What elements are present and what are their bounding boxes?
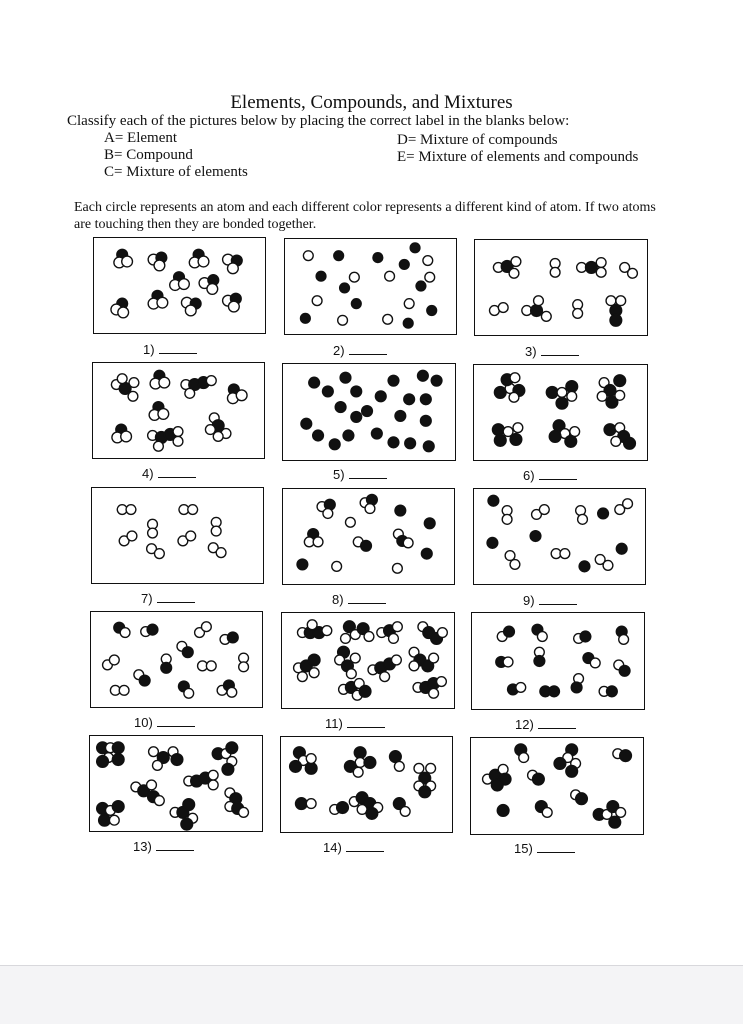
light-atom (365, 504, 375, 514)
light-atom (312, 296, 322, 306)
answer-blank[interactable] (349, 342, 387, 355)
dark-atom (222, 763, 234, 775)
light-atom (208, 770, 218, 780)
light-atom (578, 514, 588, 524)
answer-blank[interactable] (157, 590, 195, 603)
light-atom (119, 685, 129, 695)
dark-atom (403, 318, 413, 328)
dark-atom (183, 799, 195, 811)
dark-atom (351, 386, 362, 397)
light-atom (185, 388, 195, 398)
answer-blank[interactable] (156, 838, 194, 851)
dark-atom (566, 765, 578, 777)
instructions-text: Classify each of the pictures below by placing the correct label in the blanks below: (67, 113, 570, 129)
light-atom (425, 272, 435, 282)
answer-label: 8) (332, 591, 386, 607)
light-atom (154, 796, 164, 806)
light-atom (510, 560, 520, 570)
dark-atom (554, 758, 566, 770)
light-atom (205, 425, 215, 435)
dark-atom (301, 418, 312, 429)
dark-atom (388, 375, 399, 386)
answer-label: 12) (515, 716, 576, 732)
light-atom (550, 267, 560, 277)
light-atom (414, 763, 424, 773)
light-atom (313, 537, 323, 547)
light-atom (126, 505, 136, 515)
dark-atom (171, 754, 183, 766)
dark-atom (351, 299, 361, 309)
light-atom (510, 373, 520, 383)
dark-atom (565, 436, 577, 448)
answer-blank[interactable] (539, 592, 577, 605)
light-atom (345, 517, 355, 527)
light-atom (236, 390, 247, 401)
light-atom (154, 441, 164, 451)
light-atom (228, 301, 239, 312)
light-atom (179, 279, 190, 290)
light-atom (502, 514, 512, 524)
dark-atom (556, 397, 568, 409)
dark-atom (546, 387, 558, 399)
picture-2 (284, 238, 457, 335)
answer-label: 2) (333, 342, 387, 358)
light-atom (346, 669, 356, 679)
light-atom (117, 374, 127, 384)
dark-atom (308, 654, 320, 666)
light-atom (303, 251, 313, 261)
picture-6 (473, 364, 648, 461)
picture-15 (470, 737, 644, 835)
picture-9 (473, 488, 646, 585)
option-b: B= Compound (104, 147, 193, 163)
light-atom (573, 309, 583, 319)
light-atom (239, 662, 249, 672)
dark-atom (335, 402, 346, 413)
dark-atom (585, 262, 597, 274)
light-atom (389, 634, 399, 644)
light-atom (503, 657, 513, 667)
dark-atom (614, 375, 626, 387)
dark-atom (405, 438, 416, 449)
light-atom (159, 377, 170, 388)
light-atom (557, 388, 567, 398)
light-atom (213, 432, 223, 442)
light-atom (109, 655, 119, 665)
light-atom (596, 267, 606, 277)
option-d: D= Mixture of compounds (397, 132, 558, 148)
dark-atom (351, 412, 362, 423)
light-atom (173, 436, 183, 446)
light-atom (332, 561, 342, 571)
light-atom (392, 622, 402, 632)
light-atom (539, 505, 549, 515)
dark-atom (316, 271, 326, 281)
light-atom (152, 760, 162, 770)
dark-atom (497, 805, 509, 817)
answer-label: 7) (141, 590, 195, 606)
dark-atom (530, 531, 541, 542)
light-atom (437, 677, 447, 687)
dark-atom (431, 375, 442, 386)
picture-12 (471, 612, 645, 710)
light-atom (306, 799, 316, 809)
answer-blank[interactable] (158, 465, 196, 478)
dark-atom (181, 818, 193, 830)
light-atom (516, 683, 526, 693)
light-atom (394, 761, 404, 771)
dark-atom (488, 495, 499, 506)
light-atom (509, 268, 519, 278)
light-atom (154, 260, 165, 271)
dark-atom (99, 814, 111, 826)
answer-blank[interactable] (347, 715, 385, 728)
answer-label: 9) (523, 592, 577, 608)
dark-atom (616, 543, 627, 554)
dark-atom (576, 793, 588, 805)
light-atom (353, 767, 363, 777)
light-atom (590, 658, 600, 668)
light-atom (129, 378, 139, 388)
light-atom (206, 376, 216, 386)
dark-atom (309, 377, 320, 388)
dark-atom (112, 801, 124, 813)
light-atom (297, 672, 307, 682)
dark-atom (416, 281, 426, 291)
light-atom (338, 315, 348, 325)
light-atom (426, 763, 436, 773)
answer-label: 6) (523, 467, 577, 483)
light-atom (616, 808, 626, 818)
dark-atom (226, 742, 238, 754)
dark-atom (504, 626, 515, 637)
light-atom (121, 431, 132, 442)
dark-atom (487, 537, 498, 548)
light-atom (216, 548, 226, 558)
dark-atom (300, 313, 310, 323)
light-atom (158, 409, 169, 420)
dark-atom (609, 816, 621, 828)
light-atom (127, 531, 137, 541)
dark-atom (112, 754, 124, 766)
answer-blank[interactable] (157, 714, 195, 727)
light-atom (511, 257, 521, 267)
light-atom (198, 256, 209, 267)
light-atom (519, 753, 529, 763)
dark-atom (534, 656, 545, 667)
dark-atom (305, 762, 317, 774)
light-atom (208, 780, 218, 790)
light-atom (206, 661, 216, 671)
light-atom (611, 436, 621, 446)
dark-atom (421, 548, 432, 559)
light-atom (364, 632, 374, 642)
dark-atom (549, 686, 560, 697)
light-atom (149, 747, 159, 757)
dark-atom (491, 779, 503, 791)
light-atom (154, 549, 164, 559)
light-atom (118, 307, 129, 318)
dark-atom (619, 665, 630, 676)
dark-atom (620, 750, 632, 762)
picture-3 (474, 239, 648, 336)
light-atom (385, 271, 395, 281)
light-atom (537, 632, 547, 642)
answer-label: 14) (323, 839, 384, 855)
light-atom (619, 635, 629, 645)
light-atom (239, 807, 249, 817)
light-atom (560, 549, 570, 559)
light-atom (122, 256, 133, 267)
dark-atom (364, 757, 376, 769)
dark-atom (580, 631, 591, 642)
dark-atom (420, 415, 431, 426)
dark-atom (354, 747, 366, 759)
light-atom (306, 754, 316, 764)
answer-label: 10) (134, 714, 195, 730)
answer-label: 4) (142, 465, 196, 481)
light-atom (392, 563, 402, 573)
light-atom (513, 423, 523, 433)
dark-atom (533, 773, 545, 785)
dark-atom (388, 437, 399, 448)
dark-atom (510, 434, 522, 446)
dark-atom (359, 685, 371, 697)
picture-5 (282, 363, 456, 461)
light-atom (603, 560, 613, 570)
dark-atom (112, 742, 124, 754)
dark-atom (340, 283, 350, 293)
dark-atom (139, 675, 150, 686)
dark-atom (579, 561, 590, 572)
light-atom (157, 297, 168, 308)
dark-atom (375, 391, 386, 402)
light-atom (307, 620, 317, 630)
dark-atom (417, 370, 428, 381)
dark-atom (423, 441, 434, 452)
light-atom (186, 531, 196, 541)
answer-label: 3) (525, 343, 579, 359)
dark-atom (97, 756, 109, 768)
picture-1 (93, 237, 266, 334)
light-atom (227, 687, 237, 697)
dark-atom (182, 647, 193, 658)
light-atom (207, 284, 218, 295)
answer-blank[interactable] (348, 591, 386, 604)
picture-4 (92, 362, 265, 459)
answer-label: 11) (325, 715, 385, 731)
light-atom (188, 505, 198, 515)
light-atom (542, 808, 552, 818)
picture-14 (280, 736, 453, 833)
light-atom (309, 668, 319, 678)
dark-atom (566, 381, 578, 393)
dark-atom (337, 802, 349, 814)
answer-label: 15) (514, 840, 575, 856)
dark-atom (427, 306, 437, 316)
light-atom (322, 626, 332, 636)
answer-label: 1) (143, 341, 197, 357)
answer-blank[interactable] (539, 467, 577, 480)
dark-atom (227, 632, 238, 643)
light-atom (498, 303, 508, 313)
option-a: A= Element (104, 130, 178, 146)
dark-atom (395, 505, 406, 516)
option-c: C= Mixture of elements (104, 164, 248, 180)
light-atom (128, 391, 138, 401)
light-atom (349, 272, 359, 282)
dark-atom (329, 439, 340, 450)
light-atom (120, 628, 130, 638)
light-atom (596, 258, 606, 268)
dark-atom (390, 751, 402, 763)
light-atom (597, 391, 607, 401)
dark-atom (606, 686, 617, 697)
answer-blank[interactable] (159, 341, 197, 354)
light-atom (409, 661, 419, 671)
dark-atom (395, 411, 406, 422)
dark-atom (531, 305, 543, 317)
dark-atom (420, 394, 431, 405)
dark-atom (419, 786, 431, 798)
picture-11 (281, 612, 455, 709)
dark-atom (161, 662, 172, 673)
light-atom (323, 509, 333, 519)
option-e: E= Mixture of elements and compounds (397, 149, 639, 165)
dark-atom (410, 243, 420, 253)
light-atom (341, 634, 351, 644)
light-atom (438, 628, 448, 638)
dark-atom (571, 682, 582, 693)
answer-blank[interactable] (349, 466, 387, 479)
light-atom (147, 780, 157, 790)
light-atom (429, 653, 439, 663)
dark-atom (322, 386, 333, 397)
dark-atom (340, 372, 351, 383)
dark-atom (373, 253, 383, 263)
dark-atom (598, 508, 609, 519)
dark-atom (147, 624, 158, 635)
dark-atom (334, 251, 344, 261)
dark-atom (362, 406, 373, 417)
light-atom (404, 299, 414, 309)
light-atom (628, 268, 638, 278)
light-atom (211, 526, 221, 536)
dark-atom (343, 430, 354, 441)
light-atom (185, 305, 196, 316)
answer-blank[interactable] (538, 716, 576, 729)
dark-atom (624, 437, 636, 449)
answer-blank[interactable] (346, 839, 384, 852)
dark-atom (361, 540, 372, 551)
light-atom (423, 256, 433, 266)
light-atom (541, 311, 551, 321)
light-atom (623, 499, 633, 509)
light-atom (400, 807, 410, 817)
light-atom (534, 296, 544, 306)
light-atom (403, 538, 413, 548)
atom-note: Each circle represents an atom and each different color represents a different kind of atom. If two atoms are touching then they are bonded together. (74, 200, 656, 232)
dark-atom (297, 559, 308, 570)
light-atom (615, 390, 625, 400)
dark-atom (549, 431, 561, 443)
light-atom (383, 314, 393, 324)
picture-13 (89, 735, 263, 832)
answer-label: 13) (133, 838, 194, 854)
light-atom (201, 622, 211, 632)
picture-8 (282, 488, 455, 585)
light-atom (509, 392, 519, 402)
light-atom (392, 655, 402, 665)
dark-atom (295, 798, 307, 810)
dark-atom (424, 518, 435, 529)
dark-atom (494, 435, 506, 447)
picture-10 (90, 611, 263, 708)
answer-label: 5) (333, 466, 387, 482)
dark-atom (604, 424, 616, 436)
light-atom (567, 391, 577, 401)
light-atom (148, 528, 158, 538)
answer-blank[interactable] (537, 840, 575, 853)
light-atom (173, 427, 183, 437)
dark-atom (366, 808, 378, 820)
light-atom (109, 815, 119, 825)
light-atom (505, 551, 515, 561)
light-atom (227, 263, 238, 274)
dark-atom (404, 394, 415, 405)
light-atom (576, 506, 586, 516)
dark-atom (610, 314, 622, 326)
picture-7 (91, 487, 264, 584)
light-atom (184, 688, 194, 698)
light-atom (380, 672, 390, 682)
dark-atom (399, 260, 409, 270)
dark-atom (492, 424, 504, 436)
worksheet-title: Elements, Compounds, and Mixtures (230, 92, 513, 113)
light-atom (429, 688, 439, 698)
dark-atom (494, 387, 506, 399)
dark-atom (290, 761, 302, 773)
answer-blank[interactable] (541, 343, 579, 356)
dark-atom (371, 428, 382, 439)
dark-atom (313, 430, 324, 441)
light-atom (350, 653, 360, 663)
